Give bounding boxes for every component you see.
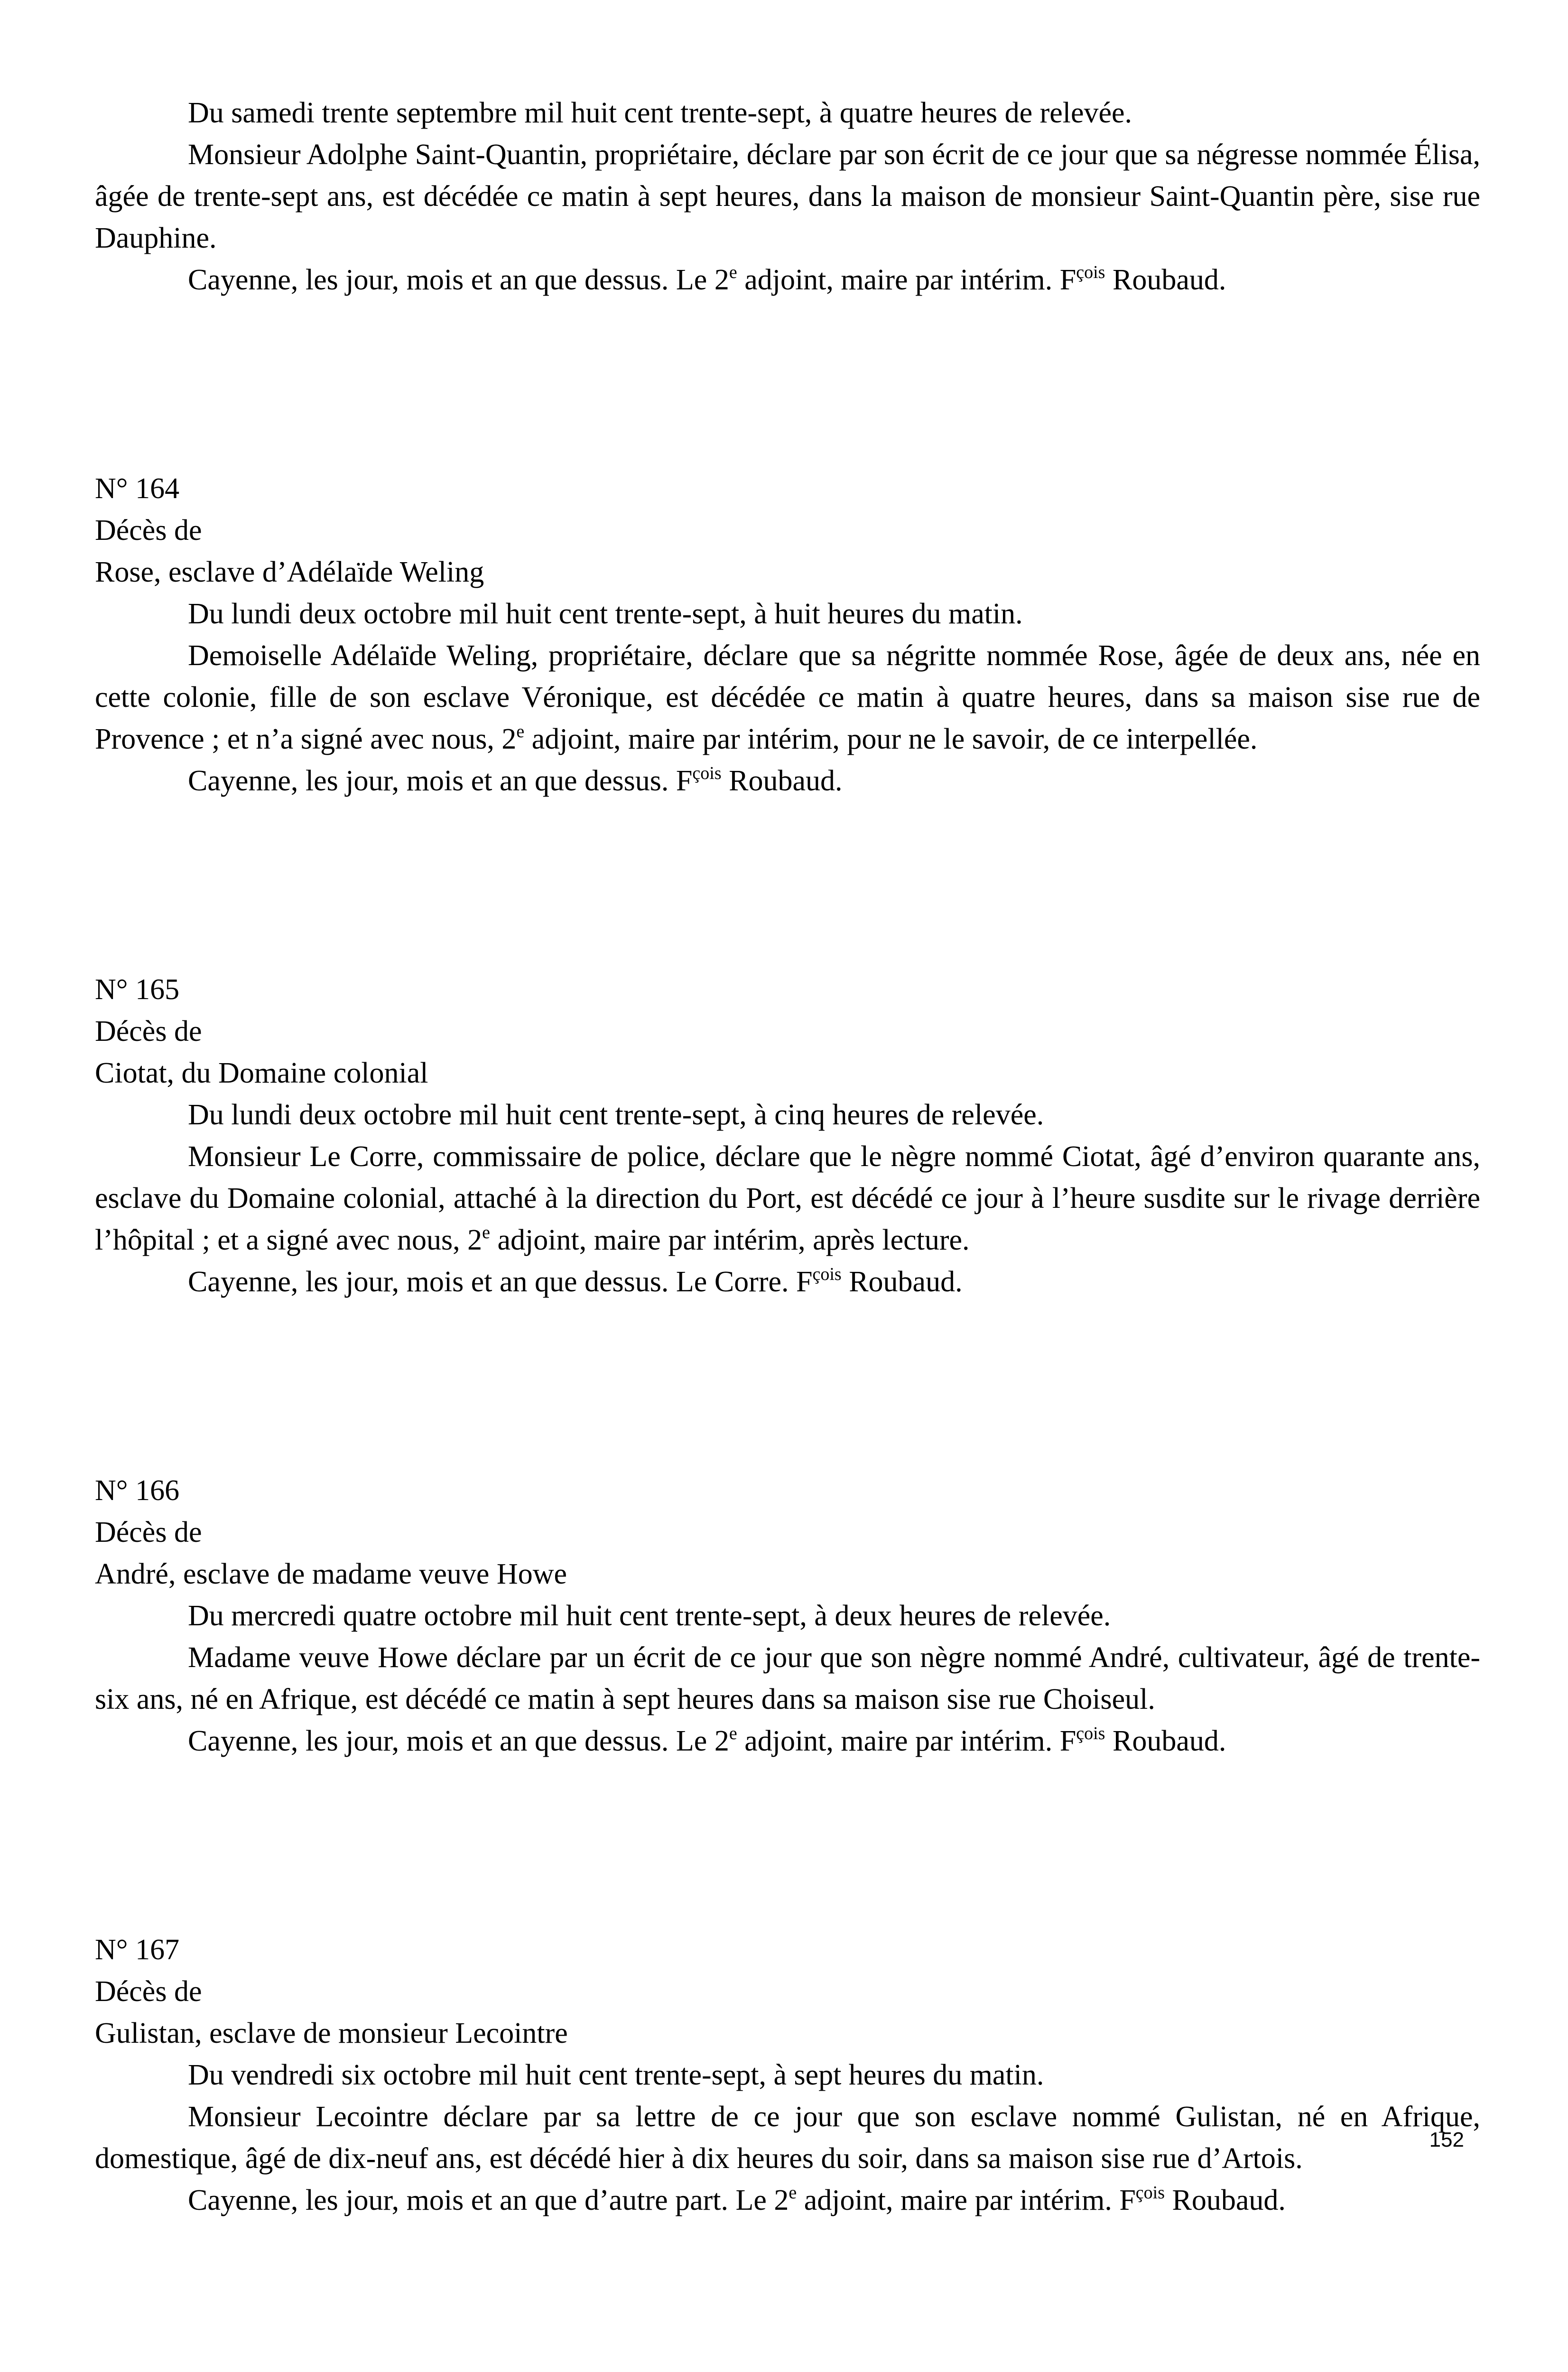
entry-subject: Gulistan, esclave de monsieur Lecointre: [95, 2017, 568, 2049]
entry-166: [95, 1470, 1480, 1762]
entry-165: [95, 969, 1480, 1303]
entry-number: N° 167: [95, 1934, 180, 1966]
entry-subject: Ciotat, du Domaine colonial: [95, 1057, 428, 1089]
entry-declaration: Monsieur Adolphe Saint-Quantin, propriétaire, déclare par son écrit de ce jour que sa négresse nommée Élisa, âgée de trente-sept ans, est décédée ce matin à sept heures, dans la maison de monsieur Saint-Quantin père, sise rue Dauphine.: [95, 139, 1480, 254]
entry-declaration: Demoiselle Adélaïde Weling, propriétaire, déclare que sa négritte nommée Rose, âgée de deux ans, née en cette colonie, fille de son esclave Véronique, est décédée ce matin à quatre heures, dans sa maison sise rue de Provence ; et n’a signé avec nous, 2e adjoint, maire par intérim, pour ne le savoir, de ce interpellée.: [95, 639, 1480, 755]
entry-date: Du samedi trente septembre mil huit cent trente-sept, à quatre heures de relevée.: [188, 97, 1132, 129]
entry-closing: Cayenne, les jour, mois et an que dessus. $F^{çois}$ Roubaud.: [188, 763, 843, 797]
entry-heading: Décès de: [95, 1975, 202, 2008]
section-gap: [95, 301, 1480, 468]
entry-closing: Cayenne, les jour, mois et an que dessus. Le Corre. $F^{çois}$ Roubaud.: [188, 1264, 963, 1298]
section-gap: [95, 2221, 1480, 2372]
entry-number: N° 166: [95, 1474, 180, 1507]
entry-date: Du lundi deux octobre mil huit cent trente-sept, à cinq heures de relevée.: [188, 1099, 1044, 1131]
entry-number: N° 165: [95, 973, 180, 1006]
entry-167: [95, 1929, 1480, 2221]
entry-closing: Cayenne, les jour, mois et an que d’autre part. Le 2e adjoint, maire par intérim. $F^{çois}$ Roubaud.: [188, 2183, 1286, 2216]
entry-date: Du vendredi six octobre mil huit cent trente-sept, à sept heures du matin.: [188, 2059, 1044, 2091]
entry-heading: Décès de: [95, 1015, 202, 1047]
entry-closing: Cayenne, les jour, mois et an que dessus. Le 2e adjoint, maire par intérim. $F^{çois}$ Roubaud.: [188, 1723, 1226, 1757]
entry-number: N° 164: [95, 473, 180, 505]
entry-date: Du mercredi quatre octobre mil huit cent trente-sept, à deux heures de relevée.: [188, 1600, 1111, 1632]
entry-164: [95, 468, 1480, 802]
section-gap: [95, 1303, 1480, 1470]
entry-declaration: Madame veuve Howe déclare par un écrit de ce jour que son nègre nommé André, cultivateur, âgé de trente-six ans, né en Afrique, est décédé ce matin à sept heures dans sa maison sise rue Choiseul.: [95, 1641, 1480, 1715]
entry-subject: André, esclave de madame veuve Howe: [95, 1558, 567, 1590]
entry-heading: Décès de: [95, 514, 202, 547]
entry-closing: Cayenne, les jour, mois et an que dessus. Le 2e adjoint, maire par intérim. $F^{çois}$ Roubaud.: [188, 262, 1226, 296]
entry-subject: Rose, esclave d’Adélaïde Weling: [95, 556, 484, 588]
entry-heading: Décès de: [95, 1516, 202, 1548]
document-body: [95, 92, 1480, 2372]
entry-declaration: Monsieur Le Corre, commissaire de police, déclare que le nègre nommé Ciotat, âgé d’environ quarante ans, esclave du Domaine colonial, attaché à la direction du Port, est décédé ce jour à l’heure susdite sur le rivage derrière l’hôpital ; et a signé avec nous, 2e adjoint, maire par intérim, après lecture.: [95, 1140, 1480, 1256]
entry-declaration: Monsieur Lecointre déclare par sa lettre de ce jour que son esclave nommé Gulistan, né en Afrique, domestique, âgé de dix-neuf ans, est décédé hier à dix heures du soir, dans sa maison sise rue d’Artois.: [95, 2101, 1480, 2175]
section-gap: [95, 1762, 1480, 1929]
section-gap: [95, 802, 1480, 969]
page-number: 152: [1429, 2128, 1464, 2151]
entry-date: Du lundi deux octobre mil huit cent trente-sept, à huit heures du matin.: [188, 598, 1023, 630]
